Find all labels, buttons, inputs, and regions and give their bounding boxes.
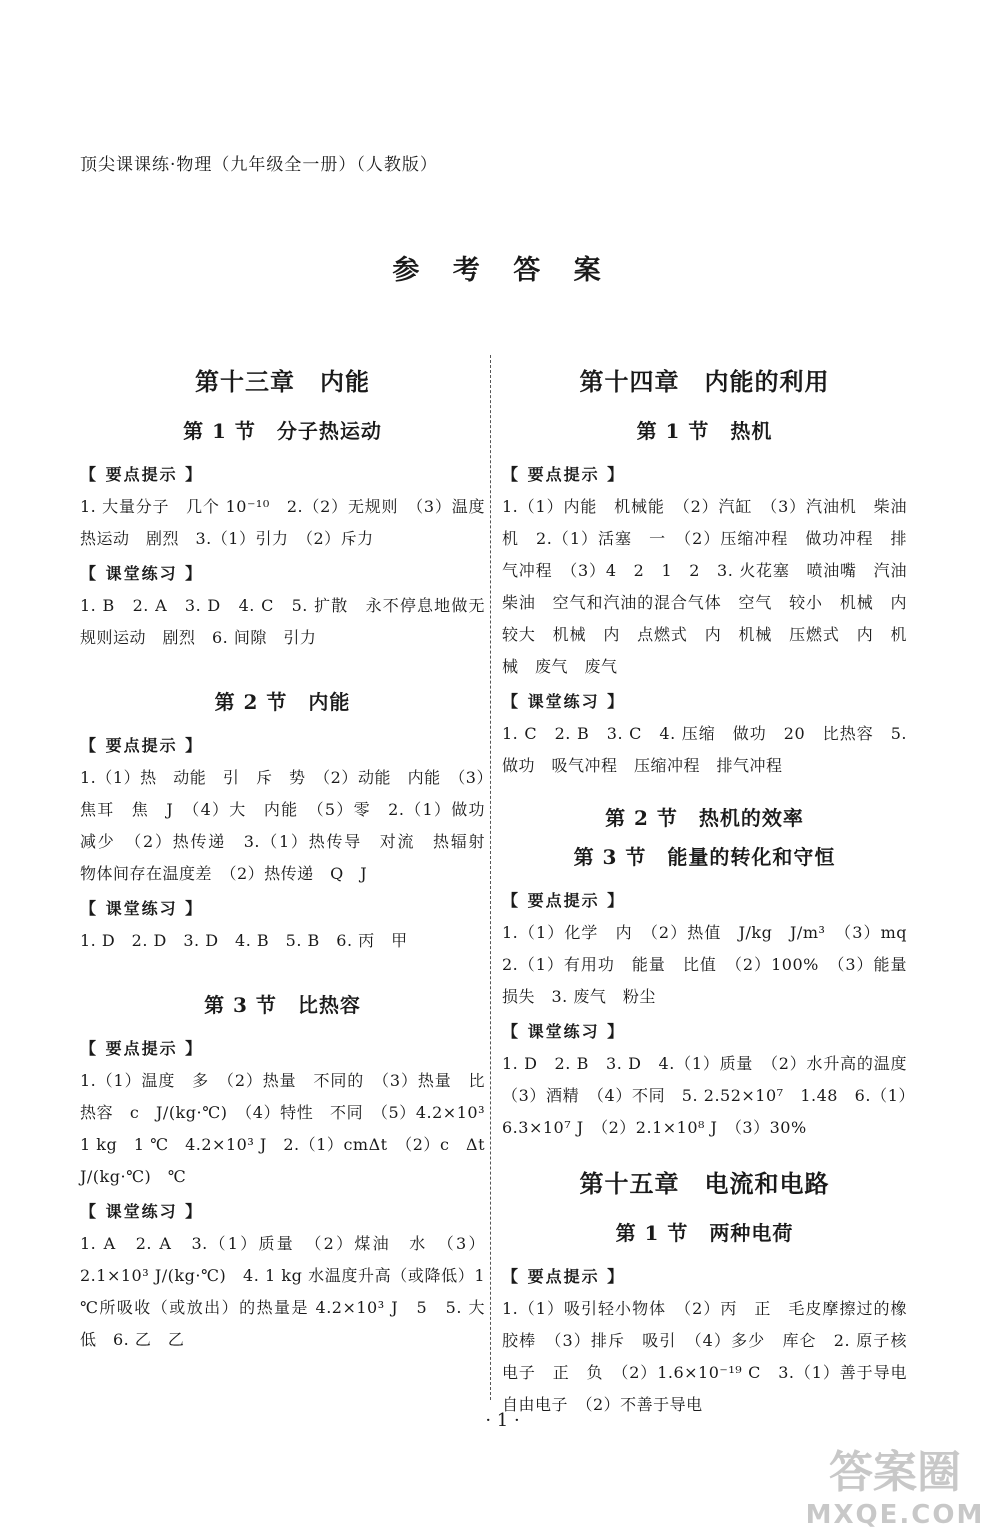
answer-text: 1.（1）吸引轻小物体 （2）丙 正 毛皮摩擦过的橡胶棒 （3）排斥 吸引 （4）多少 库仑 2. 原子核 电子 正 负 （2）1.6×10⁻¹⁹ C 3.（1）善于导电 自由电子 （2）不善于导电: [502, 1299, 924, 1414]
section-block: [80, 415, 502, 654]
left-column: [80, 362, 502, 1376]
section-title: 第 2 节 内能: [214, 690, 351, 714]
section-block: [80, 686, 502, 957]
key-points-label: 【 要点提示 】: [80, 736, 204, 755]
section-title: 第 3 节 比热容: [204, 993, 361, 1017]
section-block: [502, 1217, 924, 1421]
chapter-title: 第十五章 电流和电路: [579, 1169, 830, 1198]
key-points-label: 【 要点提示 】: [80, 1039, 204, 1058]
watermark-url: MXQE.COM: [805, 1500, 985, 1530]
section-block: [502, 802, 924, 1144]
section-block: [80, 989, 502, 1356]
chapter-title: 第十三章 内能: [195, 367, 370, 396]
answer-text: 1. D 2. D 3. D 4. B 5. B 6. 丙 甲: [80, 931, 408, 950]
right-column: [502, 362, 924, 1441]
practice-label: 【 课堂练习 】: [80, 564, 204, 583]
practice-label: 【 课堂练习 】: [80, 1202, 204, 1221]
section-title: 第 1 节 热机: [636, 419, 773, 443]
answer-text: 1.（1）热 动能 引 斥 势 （2）动能 内能 （3）焦耳 焦 J （4）大 内能 （5）零 2.（1）做功 减少 （2）热传递 3.（1）热传导 对流 热辐射 物体间存在温度差 （2）热传递 Q J: [80, 768, 502, 883]
section-title: 第 1 节 两种电荷: [615, 1221, 794, 1245]
chapter-title: 第十四章 内能的利用: [579, 367, 830, 396]
page-title: 参 考 答 案: [392, 255, 613, 286]
key-points-label: 【 要点提示 】: [502, 891, 626, 910]
section-title: 第 2 节 热机的效率: [605, 806, 804, 830]
answer-text: 1. D 2. B 3. D 4.（1）质量 （2）水升高的温度 （3）酒精 （4）不同 5. 2.52×10⁷ 1.48 6.（1）6.3×10⁷ J （2）2.1×10⁸ J （3）30%: [502, 1054, 924, 1137]
answer-text: 1. B 2. A 3. D 4. C 5. 扩散 永不停息地做无规则运动 剧烈 6. 间隙 引力: [80, 596, 485, 647]
answer-text: 1.（1）化学 内 （2）热值 J/kg J/m³ （3）mq 2.（1）有用功 能量 比值 （2）100% （3）能量损失 3. 废气 粉尘: [502, 923, 924, 1006]
answer-text: 1. C 2. B 3. C 4. 压缩 做功 20 比热容 5. 做功 吸气冲程 压缩冲程 排气冲程: [502, 724, 907, 775]
practice-label: 【 课堂练习 】: [502, 692, 626, 711]
answer-text: 1.（1）温度 多 （2）热量 不同的 （3）热量 比热容 c J/(kg·℃) （4）特性 不同 （5）4.2×10³ 1 kg 1 ℃ 4.2×10³ J 2.（1）cmΔt （2）c Δt J/(kg·℃) ℃: [80, 1071, 502, 1186]
answer-text: 1. A 2. A 3.（1）质量 （2）煤油 水 （3）2.1×10³ J/(kg·℃) 4. 1 kg 水温度升高（或降低）1 ℃所吸收（或放出）的热量是 4.2×10³ J 5 5. 大 低 6. 乙 乙: [80, 1234, 502, 1349]
key-points-label: 【 要点提示 】: [502, 1267, 626, 1286]
answer-text: 1. 大量分子 几个 10⁻¹⁰ 2.（2）无规则 （3）温度 热运动 剧烈 3.（1）引力 （2）斥力: [80, 497, 502, 548]
key-points-label: 【 要点提示 】: [80, 465, 204, 484]
key-points-label: 【 要点提示 】: [502, 465, 626, 484]
watermark-logo: [795, 1435, 995, 1530]
section-block: [502, 415, 924, 782]
page-number: · 1 ·: [485, 1410, 520, 1431]
section-title: 第 3 节 能量的转化和守恒: [573, 845, 836, 869]
watermark-logo-text: 答案圈: [829, 1447, 961, 1498]
practice-label: 【 课堂练习 】: [80, 899, 204, 918]
section-title: 第 1 节 分子热运动: [183, 419, 382, 443]
practice-label: 【 课堂练习 】: [502, 1022, 626, 1041]
answer-text: 1.（1）内能 机械能 （2）汽缸 （3）汽油机 柴油机 2.（1）活塞 一 （2）压缩冲程 做功冲程 排气冲程 （3）4 2 1 2 3. 火花塞 喷油嘴 汽油 柴油 空气和汽油的混合气体 空气 较小 机械 内 较大 机械 内 点燃式 内 机械 压燃式 内 机械 废气 废气: [502, 497, 924, 676]
book-header: 顶尖课课练·物理（九年级全一册）（人教版）: [80, 155, 438, 175]
